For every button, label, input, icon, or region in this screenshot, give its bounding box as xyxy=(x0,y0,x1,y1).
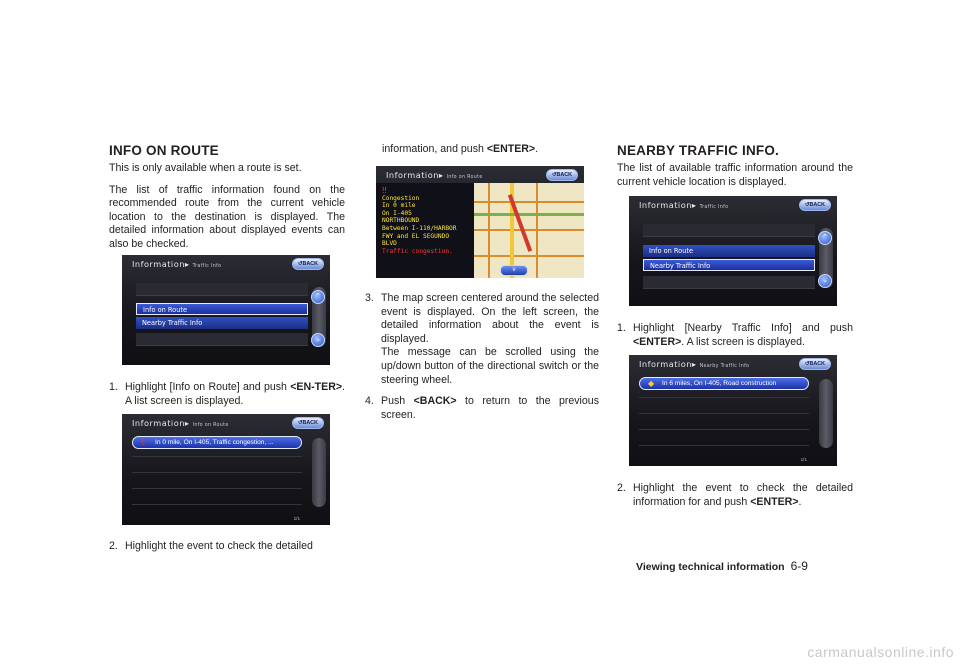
map-road xyxy=(474,255,584,257)
map-road xyxy=(474,201,584,203)
traffic-event-text: In 0 mile, On I-405, Traffic congestion, ... xyxy=(155,439,274,446)
step-text-main: The map screen centered around the selected event is displayed. On the left screen, the detailed information about the event is displayed. xyxy=(381,292,599,345)
step-3-map-screen xyxy=(365,292,599,387)
back-button[interactable] xyxy=(799,199,831,211)
list-row-empty xyxy=(643,276,815,289)
step-number: 4. xyxy=(365,395,374,408)
screen-title-text: Information xyxy=(132,259,185,269)
screen-title-text: Information xyxy=(386,170,439,180)
traffic-event-text: In 6 miles, On I-405, Road construction xyxy=(662,380,777,387)
back-arrow-icon: ↺ xyxy=(804,202,810,208)
step-1-nearby-traffic xyxy=(617,322,853,349)
detail-line: BLVD xyxy=(382,240,397,248)
enter-keyword: <EN-TER> xyxy=(290,381,343,393)
menu-item-info-on-route[interactable]: Info on Route xyxy=(643,245,815,257)
scroll-up-icon[interactable]: ⌃ xyxy=(311,290,325,304)
list-divider xyxy=(132,456,302,457)
step-text-post: to return to the previous screen. xyxy=(381,395,599,421)
intro-text: This is only available when a route is set. xyxy=(109,162,302,174)
back-button[interactable] xyxy=(546,169,578,181)
list-row-empty xyxy=(643,224,815,237)
map-road xyxy=(488,183,490,278)
middle-continuation xyxy=(382,143,604,157)
list-divider xyxy=(639,445,809,446)
menu-item-nearby-traffic-info[interactable]: Nearby Traffic Info xyxy=(136,317,308,329)
breadcrumb-arrow-icon: ▸ xyxy=(184,259,190,269)
map-freeway xyxy=(474,213,584,216)
screen-subtitle: Info on Route xyxy=(192,423,229,428)
detail-line: Congestion xyxy=(382,194,420,202)
left-column xyxy=(109,143,345,260)
page-indicator: 1/1 xyxy=(293,516,300,521)
back-keyword: <BACK> xyxy=(413,395,457,408)
step-text-post: . xyxy=(798,495,802,508)
menu-item-info-on-route[interactable]: Info on Route xyxy=(136,303,308,315)
step-number: 2. xyxy=(617,482,626,494)
screen-title-text: Information xyxy=(639,200,692,210)
screen-traffic-info-1 xyxy=(122,255,330,365)
list-divider xyxy=(132,488,302,489)
list-row-empty xyxy=(136,333,308,346)
back-arrow-icon: ↺ xyxy=(297,261,303,267)
step-number: 3. xyxy=(365,292,374,304)
footer-section-title: Viewing technical information xyxy=(636,561,785,573)
page-footer xyxy=(636,559,808,573)
step-number: 1. xyxy=(617,322,626,334)
middle-steps xyxy=(365,292,599,430)
list-divider xyxy=(639,397,809,398)
screen-title xyxy=(132,259,221,269)
traffic-event-item[interactable] xyxy=(132,436,302,449)
screen-background xyxy=(629,355,837,466)
right-column xyxy=(617,143,853,197)
screen-title-text: Information xyxy=(639,359,692,369)
list-row-empty xyxy=(136,283,308,296)
screen-subtitle: Traffic Info xyxy=(699,205,729,210)
left-steps xyxy=(109,381,345,416)
back-arrow-icon: ↺ xyxy=(297,420,303,426)
screen-map-detail xyxy=(376,166,584,278)
step-4-back xyxy=(365,395,599,422)
map-view[interactable] xyxy=(474,183,584,278)
left-step-2 xyxy=(109,540,345,562)
heading-info-on-route: INFO ON ROUTE xyxy=(109,143,219,158)
scroll-down-icon[interactable]: ⌄ xyxy=(818,274,832,288)
scroll-up-icon[interactable]: ⌃ xyxy=(818,231,832,245)
menu-item-nearby-traffic-info[interactable]: Nearby Traffic Info xyxy=(643,259,815,271)
scroll-down-button[interactable] xyxy=(500,265,528,276)
breadcrumb-arrow-icon: ▸ xyxy=(691,200,697,210)
screen-title xyxy=(132,418,229,428)
back-arrow-icon: ↺ xyxy=(551,172,557,178)
back-button-label: BACK xyxy=(556,172,573,178)
step-text-scroll: The message can be scrolled using the up/down button of the directional switch or the steering wheel. xyxy=(381,346,599,386)
detail-line: FWY and EL SEGUNDO xyxy=(382,232,450,240)
back-button-label: BACK xyxy=(809,361,826,367)
back-button-label: BACK xyxy=(302,261,319,267)
step-text-pre: Highlight the event to check the detailed information for and push xyxy=(633,482,853,508)
step-number: 1. xyxy=(109,381,118,393)
enter-keyword: <ENTER> xyxy=(486,143,536,155)
info-on-route-description: The list of traffic information found on the recommended route from the current vehicle location to the destination is displayed. The detailed information about displayed events can also be checked. xyxy=(109,183,345,250)
continuation-text xyxy=(382,143,604,157)
step-number: 2. xyxy=(109,540,118,552)
step-text-post: . A list screen is displayed. xyxy=(681,335,805,348)
step-2-highlight-event xyxy=(617,482,853,509)
screen-nearby-traffic-info xyxy=(629,355,837,466)
step-text: Highlight the event to check the detailed xyxy=(125,540,313,552)
nearby-traffic-description: The list of available traffic information around the current vehicle location is displayed. xyxy=(617,162,853,188)
event-detail-panel xyxy=(376,183,474,278)
scroll-rail xyxy=(312,438,326,507)
back-arrow-icon: ↺ xyxy=(804,361,810,367)
back-button[interactable] xyxy=(799,358,831,370)
step-text xyxy=(633,322,853,349)
scroll-down-icon[interactable]: ⌄ xyxy=(311,333,325,347)
screen-background xyxy=(122,414,330,525)
screen-title xyxy=(639,359,749,369)
back-button-label: BACK xyxy=(809,202,826,208)
list-divider xyxy=(639,429,809,430)
page-number: 6-9 xyxy=(790,559,808,573)
step-text-pre: Highlight [Info on Route] and push xyxy=(125,381,291,393)
congestion-icon: ‼ xyxy=(141,438,145,447)
screen-info-on-route xyxy=(122,414,330,525)
map-road xyxy=(536,183,538,278)
detail-line: NORTHBOUND xyxy=(382,217,420,225)
watermark: carmanualsonline.info xyxy=(807,644,954,660)
congestion-icon: ‼ xyxy=(382,186,387,195)
screen-title xyxy=(386,170,483,180)
road-construction-icon: ◆ xyxy=(648,379,655,388)
step-text-post: . A list screen is displayed. xyxy=(125,381,345,407)
list-divider xyxy=(132,472,302,473)
breadcrumb-arrow-icon: ▸ xyxy=(438,170,444,180)
detail-line-traffic: Traffic congestion. xyxy=(382,247,453,255)
detail-line: In 0 mile xyxy=(382,202,416,210)
breadcrumb-arrow-icon: ▸ xyxy=(691,359,697,369)
list-divider xyxy=(639,413,809,414)
scroll-down-icon: v xyxy=(512,267,516,273)
breadcrumb-arrow-icon: ▸ xyxy=(184,418,190,428)
enter-keyword: <ENTER> xyxy=(750,495,799,508)
continuation-post: . xyxy=(535,143,539,155)
continuation-pre: information, and push xyxy=(382,143,487,155)
list-divider xyxy=(132,504,302,505)
step-2-highlight-event xyxy=(109,540,345,554)
step-text xyxy=(381,395,599,422)
heading-nearby-traffic-info: NEARBY TRAFFIC INFO. xyxy=(617,143,779,158)
screen-subtitle: Nearby Traffic Info xyxy=(699,364,750,369)
detail-line: Between I-110/HARBOR xyxy=(382,224,457,232)
back-button[interactable] xyxy=(292,417,324,429)
screen-title xyxy=(639,200,728,210)
scroll-rail xyxy=(819,379,833,448)
traffic-event-item[interactable] xyxy=(639,377,809,390)
step-text-pre: Highlight [Nearby Traffic Info] and push xyxy=(633,322,853,334)
back-button[interactable] xyxy=(292,258,324,270)
step-text xyxy=(125,381,345,408)
back-button-label: BACK xyxy=(302,420,319,426)
screen-title-text: Information xyxy=(132,418,185,428)
screen-subtitle: Info on Route xyxy=(446,175,483,180)
detail-line: On I-405 xyxy=(382,209,412,217)
right-step-2 xyxy=(617,482,853,517)
step-text xyxy=(381,292,599,387)
screen-traffic-info-2 xyxy=(629,196,837,306)
right-step-1 xyxy=(617,322,853,357)
map-road xyxy=(474,229,584,231)
step-1-info-on-route xyxy=(109,381,345,408)
page-indicator: 1/1 xyxy=(800,457,807,462)
screen-subtitle: Traffic Info xyxy=(192,264,222,269)
step-text xyxy=(633,482,853,509)
step-text-pre: Push xyxy=(381,395,414,408)
enter-keyword: <ENTER> xyxy=(633,335,682,348)
